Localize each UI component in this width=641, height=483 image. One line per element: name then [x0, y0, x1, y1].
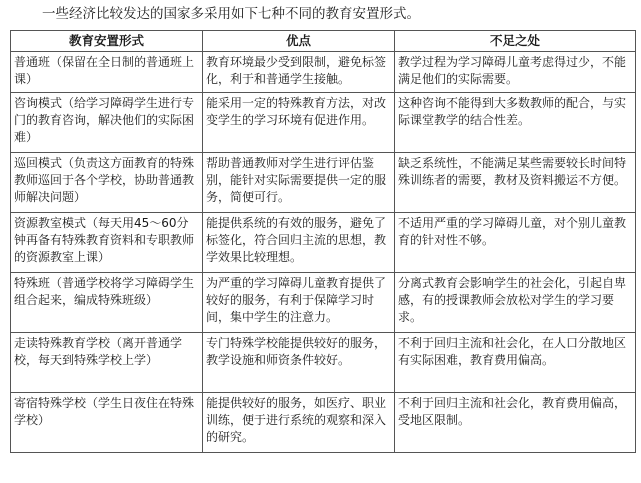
- cell-form: 走读特殊教育学校（离开普通学校，每天到特殊学校上学）: [11, 333, 203, 393]
- cell-form: 普通班（保留在全日制的普通班上课）: [11, 52, 203, 93]
- table-row: [11, 153, 636, 213]
- cell-pros: 能采用一定的特殊教育方法，对改变学生的学习环境有促进作用。: [203, 93, 395, 153]
- header-pros: 优点: [203, 31, 395, 52]
- placement-table: [10, 30, 636, 453]
- cell-form: 资源教室模式（每天用45～60分钟再备有特殊教育资料和专职教师的资源教室上课）: [11, 213, 203, 273]
- table-row: [11, 333, 636, 393]
- cell-cons: 这种咨询不能得到大多数教师的配合，与实际课堂教学的结合性差。: [395, 93, 636, 153]
- cell-cons: 缺乏系统性，不能满足某些需要较长时间特殊训练者的需要，教材及资料搬运不方便。: [395, 153, 636, 213]
- table-row: [11, 273, 636, 333]
- cell-pros: 教育环境最少受到限制，避免标签化，利于和普通学生接触。: [203, 52, 395, 93]
- cell-pros: 能提供较好的服务，如医疗、职业训练，便于进行系统的观察和深入的研究。: [203, 393, 395, 453]
- table-row: [11, 393, 636, 453]
- table-row: [11, 93, 636, 153]
- cell-form: 咨询模式（给学习障碍学生进行专门的教育咨询，解决他们的实际困难）: [11, 93, 203, 153]
- cell-form: 特殊班（普通学校将学习障碍学生组合起来，编成特殊班级）: [11, 273, 203, 333]
- cell-cons: 分离式教育会影响学生的社会化，引起自卑感，有的授课教师会放松对学生的学习要求。: [395, 273, 636, 333]
- cell-cons: 不利于回归主流和社会化，教育费用偏高，受地区限制。: [395, 393, 636, 453]
- cell-pros: 帮助普通教师对学生进行评估鉴别，能针对实际需要提供一定的服务，简便可行。: [203, 153, 395, 213]
- header-row: [11, 31, 636, 52]
- cell-cons: 不适用严重的学习障碍儿童，对个别儿童教育的针对性不够。: [395, 213, 636, 273]
- cell-form: 巡回模式（负责这方面教育的特殊教师巡回于各个学校，协助普通教师解决问题）: [11, 153, 203, 213]
- table-row: [11, 52, 636, 93]
- table-row: [11, 213, 636, 273]
- cell-form: 寄宿特殊学校（学生日夜住在特殊学校）: [11, 393, 203, 453]
- intro-text: 一些经济比较发达的国家多采用如下七种不同的教育安置形式。: [42, 6, 420, 22]
- cell-pros: 为严重的学习障碍儿童教育提供了较好的服务，有利于保障学习时间，集中学生的注意力。: [203, 273, 395, 333]
- cell-pros: 专门特殊学校能提供较好的服务，教学设施和师资条件较好。: [203, 333, 395, 393]
- header-cons: 不足之处: [395, 31, 636, 52]
- cell-cons: 教学过程为学习障碍儿童考虑得过少，不能满足他们的实际需要。: [395, 52, 636, 93]
- cell-cons: 不利于回归主流和社会化，在人口分散地区有实际困难，教育费用偏高。: [395, 333, 636, 393]
- header-form: 教育安置形式: [11, 31, 203, 52]
- cell-pros: 能提供系统的有效的服务，避免了标签化，符合回归主流的思想，教学效果比较理想。: [203, 213, 395, 273]
